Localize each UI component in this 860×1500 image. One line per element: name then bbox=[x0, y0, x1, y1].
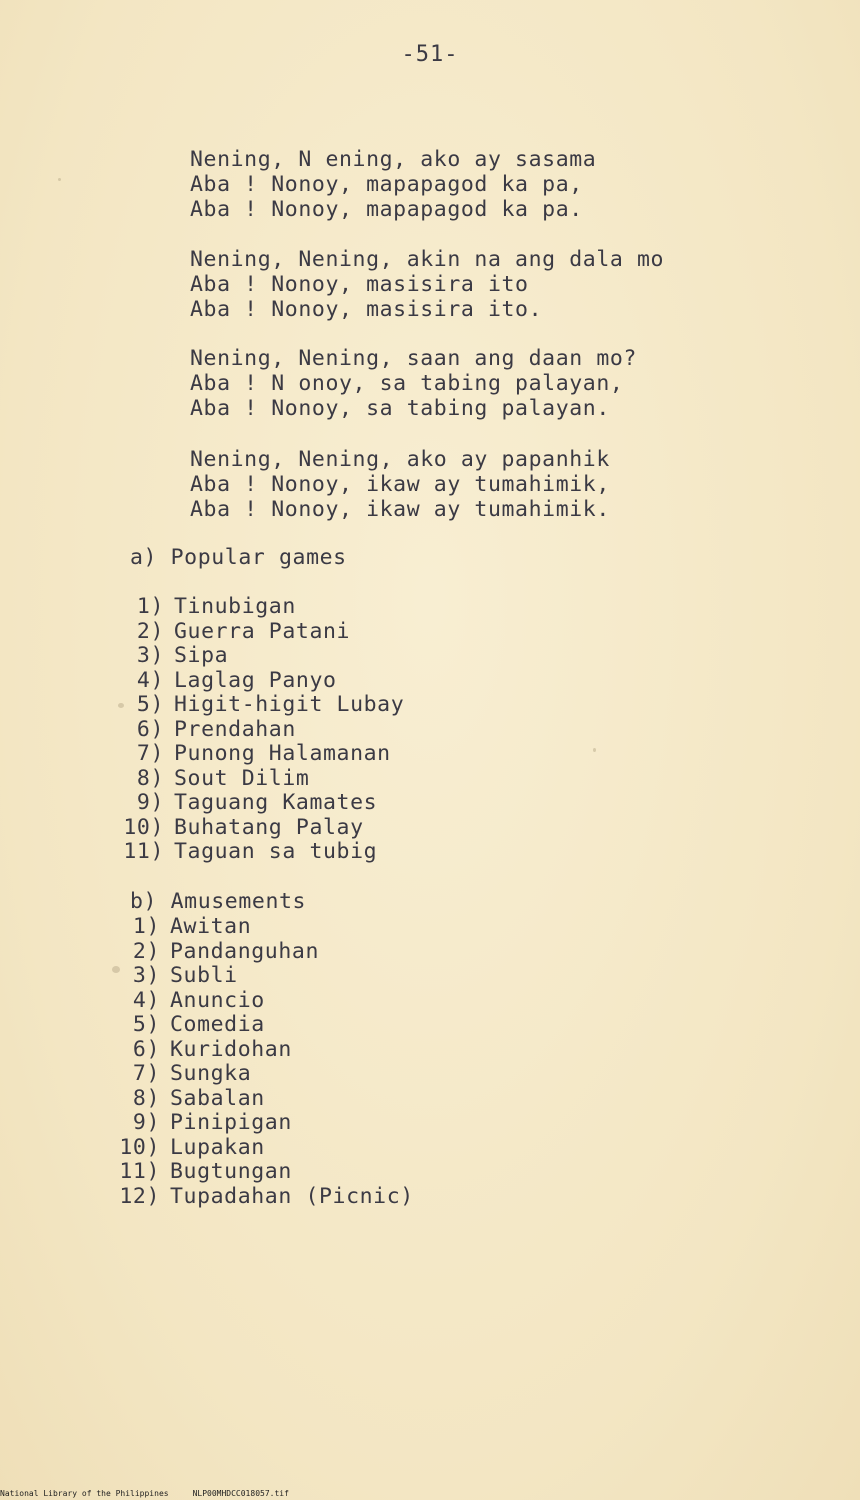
verse-line: Nening, Nening, akin na ang dala mo bbox=[190, 247, 665, 272]
page-number: -51- bbox=[401, 42, 459, 67]
verse-line: Aba ! Nonoy, sa tabing palayan. bbox=[190, 396, 610, 421]
list-item bbox=[114, 964, 414, 989]
list-item bbox=[118, 742, 404, 767]
paper-speck bbox=[593, 748, 596, 752]
list-item bbox=[118, 767, 404, 792]
item-label: Sungka bbox=[170, 1061, 252, 1086]
item-label: Sout Dilim bbox=[174, 765, 310, 791]
verse-line: Aba ! Nonoy, mapapagod ka pa, bbox=[190, 172, 583, 197]
item-label: Buhatang Palay bbox=[174, 814, 364, 840]
item-number: 8) bbox=[132, 1085, 160, 1111]
verse-line: Aba ! Nonoy, ikaw ay tumahimik. bbox=[190, 497, 610, 522]
list-item bbox=[114, 1062, 414, 1087]
section-heading-amusements: b) Amusements bbox=[130, 889, 307, 914]
item-number: 2) bbox=[132, 938, 160, 964]
item-label: Awitan bbox=[170, 914, 252, 939]
item-number: 2) bbox=[136, 618, 164, 644]
list-item bbox=[114, 1111, 414, 1136]
verse-line: Aba ! Nonoy, mapapagod ka pa. bbox=[190, 197, 583, 222]
item-label: Tupadahan (Picnic) bbox=[170, 1183, 414, 1209]
item-number: 6) bbox=[136, 716, 164, 742]
stanza-4 bbox=[190, 447, 610, 522]
item-label: Anuncio bbox=[170, 987, 265, 1013]
item-label: Bugtungan bbox=[170, 1159, 292, 1184]
item-label: Punong Halamanan bbox=[174, 741, 391, 766]
item-number: 8) bbox=[136, 765, 164, 791]
verse-line: Nening, N ening, ako ay sasama bbox=[190, 147, 597, 172]
item-label: Tinubigan bbox=[174, 594, 296, 619]
list-item bbox=[118, 840, 404, 865]
list-item bbox=[118, 791, 404, 816]
list-item bbox=[114, 1038, 414, 1063]
item-number: 10) bbox=[119, 1134, 160, 1160]
item-number: 1) bbox=[132, 914, 160, 939]
item-label: Guerra Patani bbox=[174, 618, 351, 644]
verse-line: Aba ! Nonoy, masisira ito. bbox=[190, 297, 543, 322]
verse-line: Aba ! N onoy, sa tabing palayan, bbox=[190, 371, 624, 396]
section-heading-games: a) Popular games bbox=[130, 545, 347, 570]
item-label: Lupakan bbox=[170, 1134, 265, 1160]
list-item bbox=[118, 595, 404, 620]
item-number: 4) bbox=[132, 987, 160, 1013]
item-label: Pinipigan bbox=[170, 1110, 292, 1135]
list-item bbox=[114, 1087, 414, 1112]
list-item bbox=[114, 1013, 414, 1038]
verse-line: Nening, Nening, saan ang daan mo? bbox=[190, 346, 637, 371]
verse-line: Aba ! Nonoy, ikaw ay tumahimik, bbox=[190, 472, 610, 497]
item-number: 9) bbox=[136, 790, 164, 815]
item-label: Sabalan bbox=[170, 1085, 265, 1111]
item-number: 12) bbox=[119, 1183, 160, 1209]
stanza-3 bbox=[190, 346, 637, 421]
item-number: 5) bbox=[136, 692, 164, 717]
item-number: 1) bbox=[136, 594, 164, 619]
item-label: Pandanguhan bbox=[170, 938, 319, 964]
item-number: 5) bbox=[132, 1012, 160, 1037]
item-label: Laglag Panyo bbox=[174, 667, 337, 693]
item-number: 11) bbox=[119, 1159, 160, 1184]
list-item bbox=[118, 693, 404, 718]
item-label: Taguang Kamates bbox=[174, 790, 378, 815]
item-number: 6) bbox=[132, 1036, 160, 1062]
list-item bbox=[118, 644, 404, 669]
stanza-1 bbox=[190, 147, 596, 222]
item-label: Sipa bbox=[174, 643, 229, 668]
item-number: 7) bbox=[136, 741, 164, 766]
list-item bbox=[114, 1160, 414, 1185]
amusements-list bbox=[114, 915, 414, 1209]
list-item bbox=[114, 940, 414, 965]
list-item bbox=[118, 620, 404, 645]
paper-speck bbox=[118, 703, 124, 708]
list-item bbox=[114, 1185, 414, 1210]
library-credit: National Library of the Philippines bbox=[0, 1489, 169, 1498]
item-label: Subli bbox=[170, 963, 238, 988]
item-label: Prendahan bbox=[174, 716, 296, 742]
list-item bbox=[118, 718, 404, 743]
file-name: NLP00MHDCC018057.tif bbox=[192, 1489, 289, 1498]
list-item bbox=[114, 989, 414, 1014]
list-item bbox=[114, 915, 414, 940]
list-item bbox=[118, 816, 404, 841]
item-number: 4) bbox=[136, 667, 164, 693]
item-number: 9) bbox=[132, 1110, 160, 1135]
stanza-2 bbox=[190, 247, 664, 322]
item-label: Taguan sa tubig bbox=[174, 839, 378, 864]
archive-footer bbox=[0, 1489, 313, 1498]
item-label: Comedia bbox=[170, 1012, 265, 1037]
verse-line: Aba ! Nonoy, masisira ito bbox=[190, 272, 529, 297]
item-number: 7) bbox=[132, 1061, 160, 1086]
item-label: Kuridohan bbox=[170, 1036, 292, 1062]
item-number: 10) bbox=[123, 814, 164, 840]
verse-line: Nening, Nening, ako ay papanhik bbox=[190, 447, 610, 472]
list-item bbox=[118, 669, 404, 694]
games-list bbox=[118, 595, 404, 865]
item-number: 3) bbox=[136, 643, 164, 668]
item-label: Higit-higit Lubay bbox=[174, 692, 405, 717]
item-number: 11) bbox=[123, 839, 164, 864]
paper-speck bbox=[58, 178, 61, 181]
item-number: 3) bbox=[132, 963, 160, 988]
paper-speck bbox=[112, 966, 120, 973]
list-item bbox=[114, 1136, 414, 1161]
